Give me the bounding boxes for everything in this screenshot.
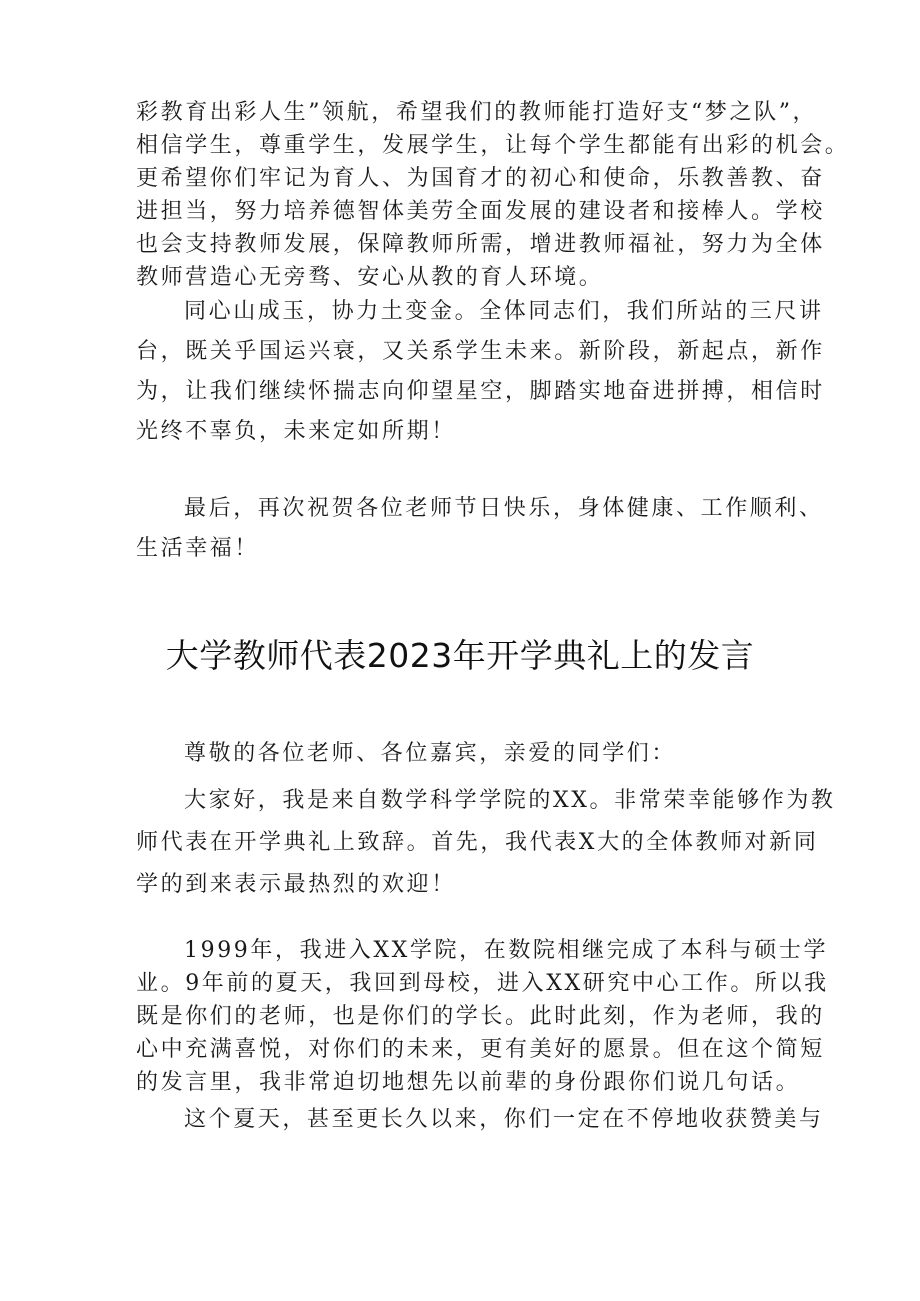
text-line: 师代表在开学典礼上致辞。首先，我代表X大的全体教师对新同 <box>136 830 819 855</box>
text-line: 光终不辜负，未来定如所期！ <box>136 419 456 444</box>
text-line: 最后，再次祝贺各位老师节日快乐，身体健康、工作顺利、 <box>184 496 824 521</box>
text-line: 更希望你们牢记为育人、为国育才的初心和使命，乐教善教、奋 <box>136 166 825 191</box>
paragraph-summer <box>136 1100 824 1140</box>
text-line: 既是你们的老师，也是你们的学长。此时此刻，作为老师，我的 <box>136 1004 825 1029</box>
text-line: 学的到来表示最热烈的欢迎！ <box>136 872 456 897</box>
text-line: 台，既关乎国运兴衰，又关系学生未来。新阶段，新起点，新作 <box>136 339 825 364</box>
text-line: 进担当，努力培养德智体美劳全面发展的建设者和接棒人。学校 <box>136 199 825 224</box>
text-line: 也会支持教师发展，保障教师所需，增进教师福祉，努力为全体 <box>136 232 825 257</box>
text-line: 相信学生，尊重学生，发展学生，让每个学生都能有出彩的机会。 <box>136 133 850 158</box>
continued-paragraph <box>136 96 850 294</box>
text-line: 这个夏天，甚至更长久以来，你们一定在不停地收获赞美与 <box>184 1107 824 1132</box>
paragraph-greeting <box>136 780 836 906</box>
text-line: 同心山成玉，协力土变金。全体同志们，我们所站的三尺讲 <box>184 299 824 324</box>
speech-title: 大学教师代表2023年开学典礼上的发言 <box>165 636 755 675</box>
text-line: 大家好，我是来自数学科学学院的XX。非常荣幸能够作为教 <box>184 788 836 813</box>
text-line: 为，让我们继续怀揣志向仰望星空，脚踏实地奋进拼搏，相信时 <box>136 379 825 404</box>
text-line: 1999年，我进入XX学院，在数院相继完成了本科与硕士学 <box>184 938 829 963</box>
paragraph-closing-wishes <box>136 489 824 569</box>
paragraph-background <box>136 934 829 1099</box>
text-line: 尊敬的各位老师、各位嘉宾，亲爱的同学们： <box>184 741 677 766</box>
text-line: 生活幸福！ <box>136 536 260 561</box>
text-line: 的发言里，我非常迫切地想先以前辈的身份跟你们说几句话。 <box>136 1070 801 1095</box>
paragraph-unity <box>136 292 825 452</box>
text-line: 教师营造心无旁骛、安心从教的育人环境。 <box>136 265 604 290</box>
text-line: 心中充满喜悦，对你们的未来，更有美好的愿景。但在这个简短 <box>136 1037 825 1062</box>
text-line: 业。9年前的夏天，我回到母校，进入XX研究中心工作。所以我 <box>136 971 829 996</box>
text-line: 彩教育出彩人生”领航，希望我们的教师能打造好支“梦之队”， <box>136 100 818 125</box>
salutation <box>136 734 808 774</box>
